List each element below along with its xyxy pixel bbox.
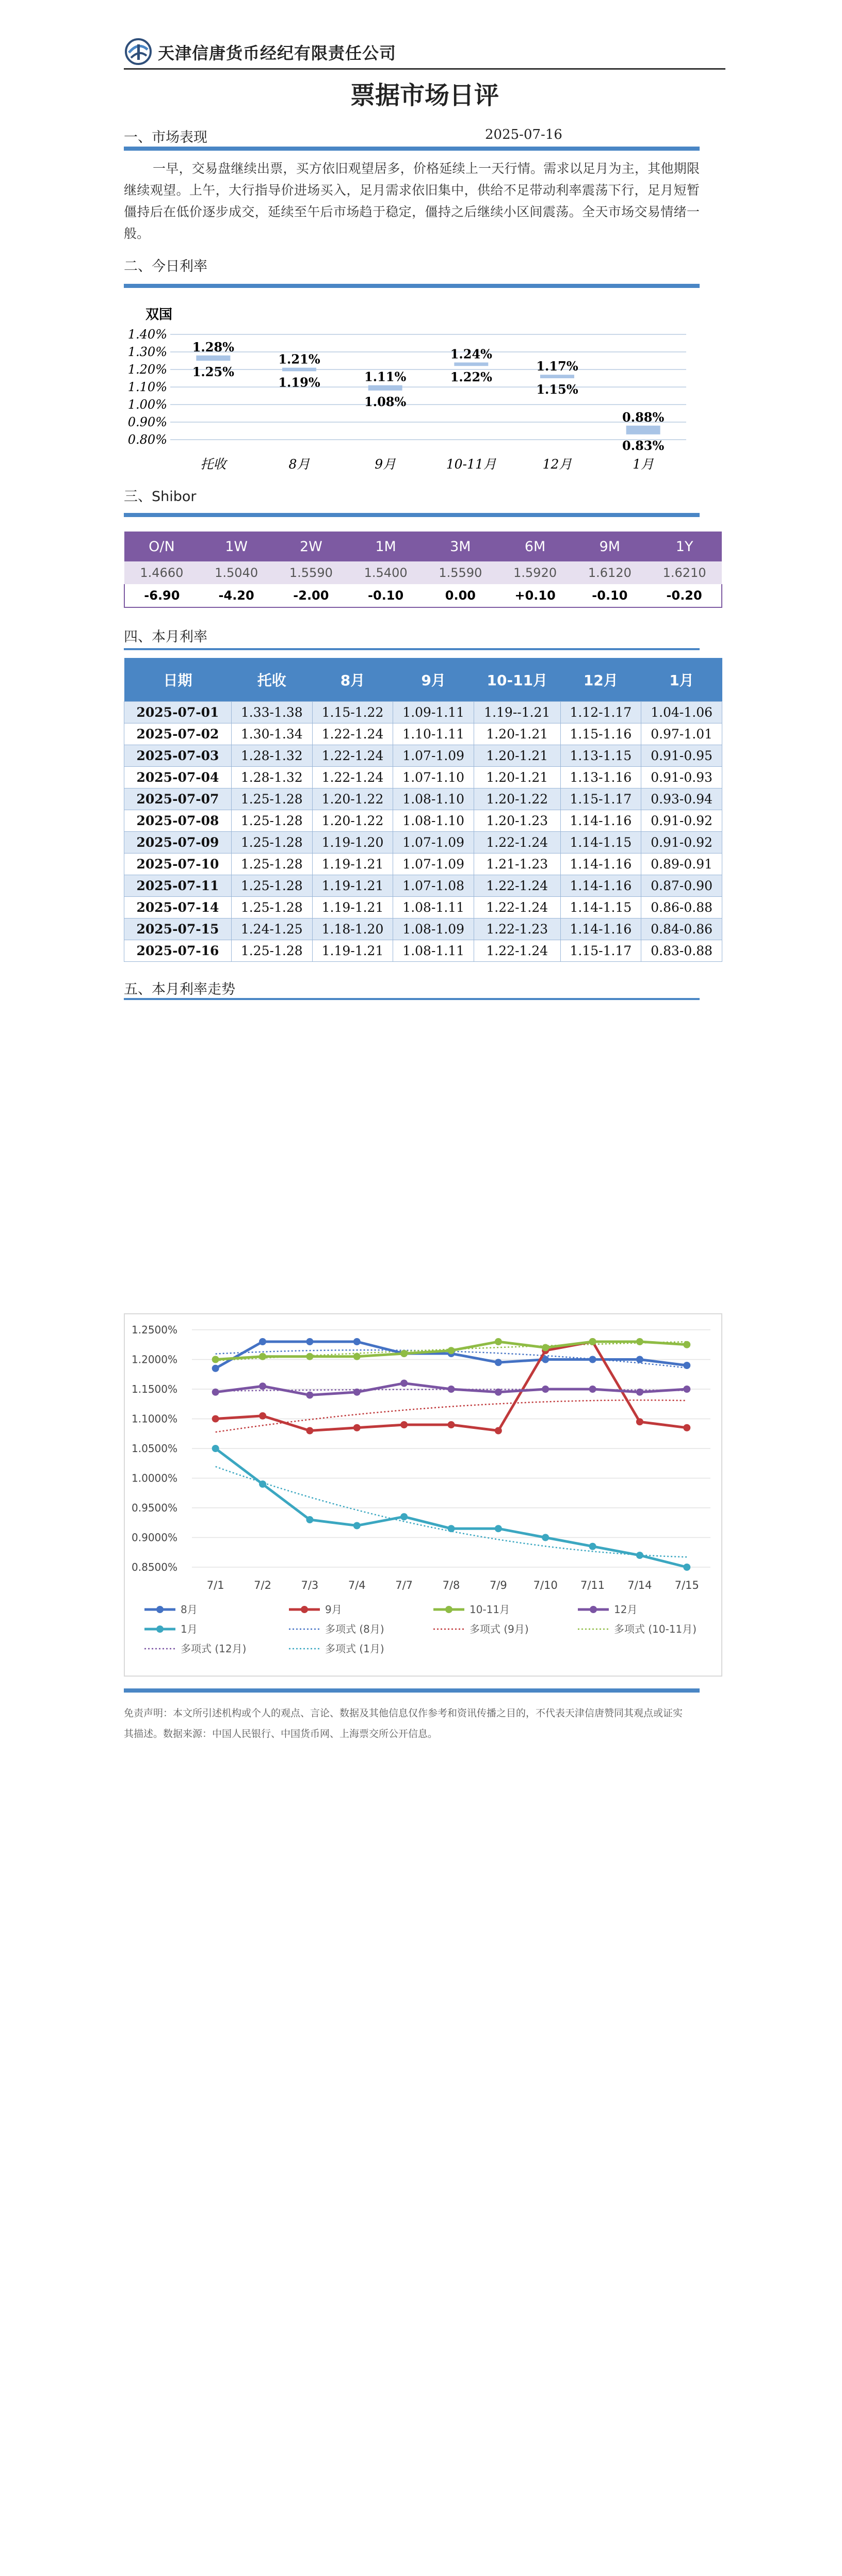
table-cell-date: 2025-07-09 [124, 832, 232, 854]
legend-label: 多项式 (8月) [325, 1623, 384, 1635]
table-cell-rate: 1.19-1.21 [312, 897, 393, 919]
table-cell-rate: 1.19-1.21 [312, 940, 393, 962]
y-tick-label: 1.40% [127, 327, 167, 342]
table-cell-rate: 1.28-1.32 [231, 745, 312, 767]
table-cell-rate: 1.25-1.28 [231, 832, 312, 854]
header-divider [124, 68, 725, 70]
table-cell-date: 2025-07-08 [124, 810, 232, 832]
x-category-label: 1月 [633, 457, 654, 472]
table-cell-date: 2025-07-02 [124, 723, 232, 745]
legend-marker [156, 1606, 164, 1613]
legend-label: 1月 [181, 1623, 198, 1635]
table-cell-rate: 1.07-1.09 [393, 854, 474, 875]
shibor-change: -0.20 [647, 584, 722, 607]
table-cell-rate: 1.14-1.15 [560, 897, 641, 919]
x-tick-label: 7/8 [442, 1579, 460, 1591]
shibor-change: -0.10 [348, 584, 423, 607]
shibor-term-row [124, 532, 722, 561]
data-point [589, 1338, 596, 1345]
table-cell-rate: 1.25-1.28 [231, 875, 312, 897]
table-cell-rate: 1.19-1.21 [312, 854, 393, 875]
table-cell-rate: 1.08-1.10 [393, 810, 474, 832]
rate-range-bar [196, 356, 230, 361]
shibor-change: -0.10 [573, 584, 647, 607]
table-cell-rate: 0.89-0.91 [641, 854, 722, 875]
table-cell-rate: 0.91-0.92 [641, 810, 722, 832]
table-cell-rate: 0.91-0.93 [641, 767, 722, 788]
data-point [212, 1415, 219, 1423]
table-cell-rate: 1.22-1.24 [474, 897, 561, 919]
data-point [636, 1552, 643, 1559]
y-tick-label: 1.0500% [132, 1442, 177, 1455]
data-point [259, 1412, 266, 1420]
table-cell-rate: 1.24-1.25 [231, 919, 312, 940]
table-cell-rate: 1.15-1.17 [560, 788, 641, 810]
rate-range-bar [454, 362, 488, 366]
data-point [259, 1353, 266, 1360]
table-cell-rate: 1.25-1.28 [231, 897, 312, 919]
table-cell-rate: 1.28-1.32 [231, 767, 312, 788]
table-row [124, 875, 722, 897]
market-summary-paragraph: 一早，交易盘继续出票，买方依旧观望居多，价格延续上一天行情。需求以足月为主，其他期限继续观望。上午，大行指导价进场买入，足月需求依旧集中，供给不足带动利率震荡下行，足月短暂僵持后在低价逐步成交，延续至午后市场趋于稳定，僵持之后继续小区间震荡。全天市场交易情绪一般。 [124, 161, 700, 241]
legend-label: 多项式 (1月) [325, 1643, 384, 1655]
data-point [683, 1386, 690, 1393]
shibor-term: 3M [423, 532, 498, 561]
data-point [306, 1338, 313, 1345]
table-cell-rate: 1.20-1.21 [474, 767, 561, 788]
table-cell-rate: 1.18-1.20 [312, 919, 393, 940]
y-tick-label: 1.1000% [132, 1412, 177, 1425]
shibor-value: 1.5400 [348, 561, 423, 584]
shibor-change: -2.00 [274, 584, 349, 607]
table-cell-rate: 0.93-0.94 [641, 788, 722, 810]
rate-range-bar [626, 426, 660, 434]
shibor-term: 1W [199, 532, 274, 561]
data-point [542, 1534, 549, 1541]
table-cell-rate: 1.19-1.21 [312, 875, 393, 897]
column-header: 10-11月 [474, 658, 561, 702]
table-cell-rate: 1.04-1.06 [641, 702, 722, 723]
x-tick-label: 7/11 [580, 1579, 605, 1591]
table-cell-rate: 1.14-1.16 [560, 810, 641, 832]
table-cell-rate: 1.30-1.34 [231, 723, 312, 745]
table-cell-date: 2025-07-16 [124, 940, 232, 962]
table-cell-rate: 1.07-1.10 [393, 767, 474, 788]
shibor-value: 1.5040 [199, 561, 274, 584]
table-cell-rate: 1.25-1.28 [231, 940, 312, 962]
table-cell-rate: 1.25-1.28 [231, 788, 312, 810]
data-point [683, 1341, 690, 1348]
data-point [212, 1389, 219, 1396]
x-tick-label: 7/14 [627, 1579, 652, 1591]
table-cell-rate: 1.22-1.23 [474, 919, 561, 940]
table-cell-rate: 1.14-1.16 [560, 919, 641, 940]
table-cell-rate: 1.20-1.22 [474, 788, 561, 810]
table-cell-rate: 1.22-1.24 [474, 940, 561, 962]
legend-label: 多项式 (9月) [469, 1623, 529, 1635]
table-row [124, 940, 722, 962]
shibor-term: 6M [498, 532, 573, 561]
x-category-label: 8月 [288, 457, 310, 472]
y-tick-label: 1.30% [127, 345, 167, 359]
shibor-term: O/N [124, 532, 199, 561]
shibor-term: 9M [573, 532, 647, 561]
table-cell-rate: 1.07-1.09 [393, 745, 474, 767]
low-value-label: 1.08% [364, 394, 407, 409]
data-point [448, 1347, 455, 1354]
table-cell-rate: 0.84-0.86 [641, 919, 722, 940]
table-cell-rate: 1.08-1.09 [393, 919, 474, 940]
data-point [636, 1338, 643, 1345]
shibor-change: -6.90 [124, 584, 199, 607]
table-cell-date: 2025-07-11 [124, 875, 232, 897]
table-cell-rate: 1.14-1.15 [560, 832, 641, 854]
table-cell-rate: 1.08-1.11 [393, 897, 474, 919]
report-date: 2025-07-16 [485, 127, 562, 142]
table-cell-rate: 1.15-1.22 [312, 702, 393, 723]
data-point [400, 1421, 408, 1428]
table-cell-rate: 1.13-1.16 [560, 767, 641, 788]
data-point [353, 1338, 361, 1345]
data-point [212, 1356, 219, 1363]
table-row [124, 897, 722, 919]
data-point [683, 1424, 690, 1431]
column-header: 托收 [231, 658, 312, 702]
shibor-value-row [124, 561, 722, 584]
table-row [124, 767, 722, 788]
data-point [212, 1365, 219, 1372]
y-tick-label: 1.20% [127, 362, 167, 377]
table-cell-rate: 1.15-1.17 [560, 940, 641, 962]
table-cell-rate: 1.33-1.38 [231, 702, 312, 723]
x-category-label: 10-11月 [446, 457, 496, 472]
high-value-label: 1.24% [450, 346, 492, 362]
low-value-label: 1.22% [450, 369, 492, 385]
data-point [448, 1421, 455, 1428]
data-point [448, 1386, 455, 1393]
data-point [212, 1445, 219, 1452]
y-tick-label: 0.90% [127, 415, 167, 429]
low-value-label: 1.15% [536, 382, 578, 397]
table-cell-rate: 1.22-1.24 [312, 745, 393, 767]
legend-marker [156, 1625, 164, 1633]
table-cell-date: 2025-07-03 [124, 745, 232, 767]
table-row [124, 832, 722, 854]
data-point [495, 1525, 502, 1532]
legend-marker [301, 1606, 308, 1613]
monthly-rate-table [124, 658, 722, 962]
section-heading-today-rates: 二、今日利率 [124, 259, 207, 275]
data-point [495, 1389, 502, 1396]
disclaimer-text: 免责声明：本文所引述机构或个人的观点、言论、数据及其他信息仅作参考和资讯传播之目的，不代表天津信唐赞同其观点或证实其描述。数据来源：中国人民银行、中国货币网、上海票交所公开信息。 [124, 1708, 683, 1740]
high-value-label: 1.21% [278, 351, 320, 367]
x-tick-label: 7/9 [489, 1579, 507, 1591]
section-heading-monthly-rates: 四、本月利率 [124, 629, 207, 645]
table-row [124, 745, 722, 767]
rate-range-bar [368, 385, 402, 391]
company-header [124, 35, 725, 68]
data-point [306, 1427, 313, 1435]
section-divider [124, 648, 700, 650]
table-row [124, 702, 722, 723]
column-header: 12月 [560, 658, 641, 702]
table-cell-rate: 1.22-1.24 [474, 875, 561, 897]
shibor-value: 1.5590 [274, 561, 349, 584]
legend-label: 多项式 (12月) [181, 1643, 247, 1655]
table-cell-rate: 1.12-1.17 [560, 702, 641, 723]
shibor-value: 1.5590 [423, 561, 498, 584]
y-tick-label: 0.80% [127, 432, 167, 447]
trend-chart-frame [124, 1313, 722, 1677]
company-logo-icon [124, 37, 153, 66]
x-tick-label: 7/7 [395, 1579, 413, 1591]
section-heading-shibor: 三、Shibor [124, 489, 197, 505]
table-cell-rate: 0.83-0.88 [641, 940, 722, 962]
table-cell-rate: 1.19--1.21 [474, 702, 561, 723]
table-cell-rate: 1.09-1.11 [393, 702, 474, 723]
table-cell-rate: 0.86-0.88 [641, 897, 722, 919]
x-tick-label: 7/10 [533, 1579, 558, 1591]
table-header-row [124, 658, 722, 702]
data-point [495, 1359, 502, 1366]
table-cell-rate: 1.20-1.21 [474, 745, 561, 767]
data-point [353, 1353, 361, 1360]
table-row [124, 854, 722, 875]
data-point [306, 1516, 313, 1523]
table-cell-rate: 1.15-1.16 [560, 723, 641, 745]
legend-label: 10-11月 [469, 1603, 510, 1616]
high-value-label: 1.11% [364, 369, 407, 384]
table-cell-date: 2025-07-10 [124, 854, 232, 875]
table-cell-rate: 1.14-1.16 [560, 854, 641, 875]
table-cell-date: 2025-07-04 [124, 767, 232, 788]
table-cell-rate: 1.07-1.08 [393, 875, 474, 897]
low-value-label: 0.83% [622, 438, 665, 453]
data-point [259, 1480, 266, 1488]
x-tick-label: 7/3 [301, 1579, 319, 1591]
section-heading-monthly-trend: 五、本月利率走势 [124, 981, 235, 997]
table-cell-date: 2025-07-15 [124, 919, 232, 940]
today-rate-chart [124, 304, 702, 480]
trend-line [216, 1467, 687, 1557]
x-tick-label: 7/1 [206, 1579, 224, 1591]
y-tick-label: 0.9500% [132, 1502, 177, 1514]
table-cell-date: 2025-07-14 [124, 897, 232, 919]
high-value-label: 0.88% [622, 409, 665, 425]
section-heading-market: 一、市场表现 [124, 130, 207, 146]
shibor-term: 1M [348, 532, 423, 561]
y-tick-label: 1.00% [127, 397, 167, 412]
data-point [636, 1418, 643, 1425]
data-point [259, 1338, 266, 1345]
table-cell-rate: 1.22-1.24 [312, 723, 393, 745]
table-cell-rate: 1.25-1.28 [231, 810, 312, 832]
table-cell-rate: 1.22-1.24 [312, 767, 393, 788]
y-tick-label: 1.0000% [132, 1472, 177, 1485]
rate-range-bar [282, 368, 316, 372]
shibor-change: -4.20 [199, 584, 274, 607]
section-divider [124, 998, 700, 1000]
table-cell-rate: 1.13-1.15 [560, 745, 641, 767]
data-point [306, 1353, 313, 1360]
data-point [495, 1338, 502, 1345]
legend-marker [590, 1606, 597, 1613]
shibor-table [124, 532, 722, 608]
data-point [683, 1564, 690, 1571]
table-cell-rate: 1.08-1.10 [393, 788, 474, 810]
data-point [683, 1362, 690, 1369]
table-row [124, 723, 722, 745]
y-tick-label: 0.8500% [132, 1561, 177, 1573]
chart-legend-label: 双国 [145, 307, 173, 323]
shibor-value: 1.4660 [124, 561, 199, 584]
table-cell-rate: 1.20-1.21 [474, 723, 561, 745]
table-cell-rate: 1.07-1.09 [393, 832, 474, 854]
y-tick-label: 1.10% [127, 380, 167, 394]
high-value-label: 1.28% [192, 339, 234, 355]
table-row [124, 919, 722, 940]
legend-label: 9月 [325, 1603, 342, 1616]
rate-range-bar [540, 375, 574, 378]
table-cell-rate: 1.21-1.23 [474, 854, 561, 875]
data-point [542, 1344, 549, 1351]
legend-label: 多项式 (10-11月) [614, 1623, 697, 1635]
section-divider [124, 284, 700, 288]
data-point [589, 1386, 596, 1393]
data-point [448, 1525, 455, 1532]
y-tick-label: 1.1500% [132, 1383, 177, 1395]
table-cell-rate: 1.20-1.22 [312, 810, 393, 832]
y-tick-label: 1.2000% [132, 1353, 177, 1366]
shibor-term: 1Y [647, 532, 722, 561]
data-point [495, 1427, 502, 1435]
data-point [400, 1513, 408, 1520]
x-category-label: 托收 [200, 457, 226, 472]
table-row [124, 788, 722, 810]
data-point [306, 1392, 313, 1399]
data-point [353, 1389, 361, 1396]
section-divider [124, 513, 700, 517]
data-point [589, 1543, 596, 1550]
table-cell-date: 2025-07-01 [124, 702, 232, 723]
high-value-label: 1.17% [536, 359, 578, 374]
table-row [124, 810, 722, 832]
shibor-value: 1.6210 [647, 561, 722, 584]
data-point [542, 1386, 549, 1393]
company-name: 天津信唐货币经纪有限责任公司 [158, 43, 397, 63]
low-value-label: 1.25% [192, 364, 234, 379]
x-tick-label: 7/4 [348, 1579, 366, 1591]
data-point [589, 1356, 596, 1363]
data-point [636, 1356, 643, 1363]
table-cell-rate: 1.20-1.23 [474, 810, 561, 832]
column-header: 日期 [124, 658, 232, 702]
data-point [400, 1350, 408, 1357]
table-cell-rate: 1.19-1.20 [312, 832, 393, 854]
table-cell-rate: 0.91-0.95 [641, 745, 722, 767]
table-cell-rate: 0.87-0.90 [641, 875, 722, 897]
x-category-label: 12月 [542, 457, 572, 472]
legend-marker [445, 1606, 452, 1613]
x-category-label: 9月 [375, 457, 396, 472]
y-tick-label: 0.9000% [132, 1531, 177, 1544]
section-divider [124, 147, 700, 151]
legend-label: 12月 [614, 1603, 638, 1616]
shibor-change-row [124, 584, 722, 607]
data-point [353, 1424, 361, 1431]
shibor-value: 1.6120 [573, 561, 647, 584]
column-header: 8月 [312, 658, 393, 702]
data-point [353, 1522, 361, 1530]
shibor-change: 0.00 [423, 584, 498, 607]
x-tick-label: 7/2 [254, 1579, 271, 1591]
table-cell-rate: 0.97-1.01 [641, 723, 722, 745]
x-tick-label: 7/15 [674, 1579, 699, 1591]
page-title: 票据市场日评 [350, 81, 499, 110]
data-point [400, 1380, 408, 1387]
column-header: 9月 [393, 658, 474, 702]
y-tick-label: 1.2500% [132, 1324, 177, 1336]
shibor-change: +0.10 [498, 584, 573, 607]
legend-label: 8月 [181, 1603, 198, 1616]
table-cell-rate: 1.08-1.11 [393, 940, 474, 962]
table-cell-rate: 1.10-1.11 [393, 723, 474, 745]
footer-divider [124, 1688, 700, 1693]
shibor-value: 1.5920 [498, 561, 573, 584]
data-point [259, 1382, 266, 1390]
monthly-trend-chart [125, 1314, 721, 1676]
table-cell-rate: 1.20-1.22 [312, 788, 393, 810]
column-header: 1月 [641, 658, 722, 702]
data-point [636, 1389, 643, 1396]
shibor-term: 2W [274, 532, 349, 561]
table-cell-date: 2025-07-07 [124, 788, 232, 810]
table-cell-rate: 0.91-0.92 [641, 832, 722, 854]
table-cell-rate: 1.25-1.28 [231, 854, 312, 875]
table-cell-rate: 1.22-1.24 [474, 832, 561, 854]
low-value-label: 1.19% [278, 375, 320, 390]
table-cell-rate: 1.14-1.16 [560, 875, 641, 897]
